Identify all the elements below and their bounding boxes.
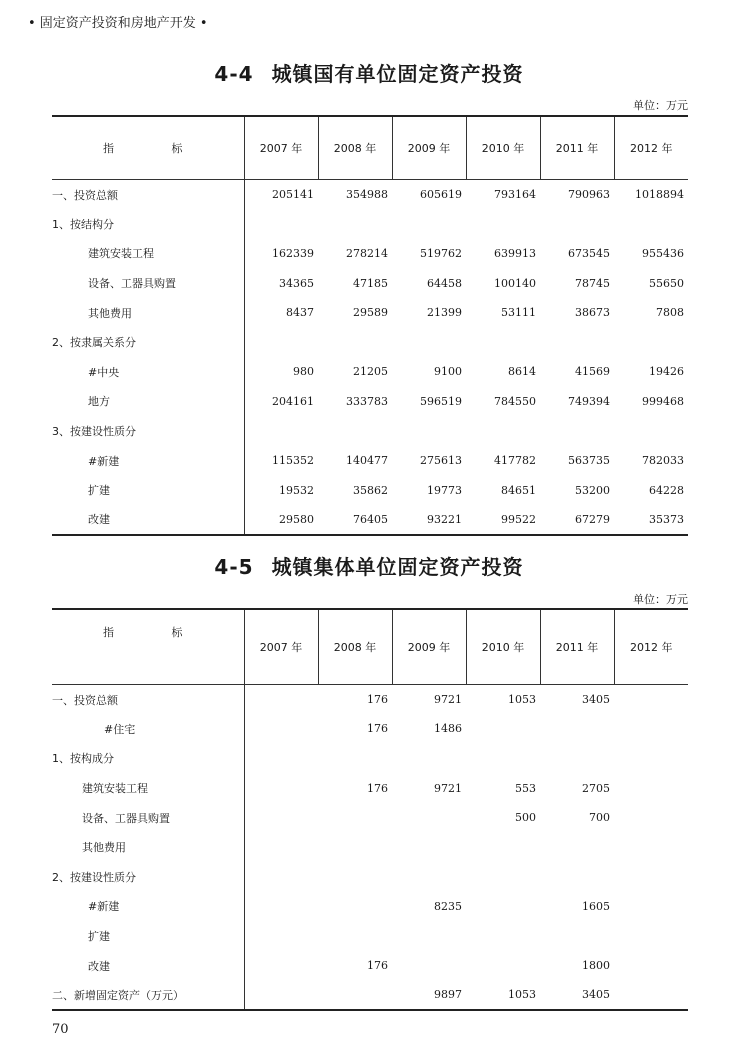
cell-value: 100140 bbox=[494, 276, 536, 290]
row-label: #中央 bbox=[88, 365, 120, 379]
row-label: 改建 bbox=[88, 959, 110, 973]
cell-value: 35862 bbox=[353, 483, 388, 497]
cell-value: 8437 bbox=[244, 298, 318, 328]
cell-value: 9897 bbox=[434, 988, 462, 1002]
cell-value bbox=[244, 685, 318, 715]
cell-value: 8235 bbox=[434, 899, 462, 913]
table2-year-header: 2007 年 bbox=[244, 609, 318, 685]
cell-value: 700 bbox=[589, 811, 610, 825]
table-row bbox=[52, 685, 688, 715]
cell-value bbox=[318, 803, 392, 833]
table-row bbox=[52, 446, 688, 476]
cell-value bbox=[318, 209, 392, 239]
table-row bbox=[52, 327, 688, 357]
table-row bbox=[52, 505, 688, 535]
table-row bbox=[52, 714, 688, 744]
cell-value: 35373 bbox=[649, 512, 684, 526]
row-label: 二、新增固定资产（万元） bbox=[52, 988, 184, 1002]
cell-value bbox=[540, 327, 614, 357]
cell-value: 1053 bbox=[508, 693, 536, 707]
table-row bbox=[52, 298, 688, 328]
cell-value bbox=[392, 803, 466, 833]
table1-year-header: 2010 年 bbox=[466, 116, 540, 180]
cell-value bbox=[318, 980, 392, 1010]
cell-value: 3405 bbox=[582, 988, 610, 1002]
cell-value: 29589 bbox=[353, 306, 388, 320]
cell-value bbox=[318, 832, 392, 862]
cell-value: 64458 bbox=[427, 276, 462, 290]
cell-value bbox=[244, 803, 318, 833]
table2-header-indicator bbox=[52, 609, 244, 685]
cell-value: 749394 bbox=[568, 394, 610, 408]
cell-value bbox=[244, 209, 318, 239]
header-left-char: 指 bbox=[103, 142, 114, 155]
header-left-char: 指 bbox=[103, 626, 114, 639]
cell-value: 176 bbox=[367, 959, 388, 973]
table2-unit: 单位：万元 bbox=[633, 593, 688, 606]
cell-value: 29580 bbox=[244, 505, 318, 535]
cell-value: 519762 bbox=[420, 246, 462, 260]
row-label: 设备、工器具购置 bbox=[82, 811, 170, 825]
table-row bbox=[52, 416, 688, 446]
cell-value: 1800 bbox=[582, 959, 610, 973]
cell-value: 9721 bbox=[434, 693, 462, 707]
cell-value: 78745 bbox=[575, 276, 610, 290]
cell-value bbox=[318, 416, 392, 446]
table1-year-header: 2007 年 bbox=[244, 116, 318, 180]
cell-value: 354988 bbox=[346, 188, 388, 202]
cell-value: 176 bbox=[367, 693, 388, 707]
cell-value: 553 bbox=[515, 781, 536, 795]
cell-value: 500 bbox=[515, 811, 536, 825]
table1-header-indicator bbox=[52, 116, 244, 180]
row-label: 设备、工器具购置 bbox=[88, 277, 176, 291]
cell-value: 596519 bbox=[420, 394, 462, 408]
cell-value bbox=[466, 744, 540, 774]
cell-value bbox=[244, 951, 318, 981]
table1-title-text: 城镇国有单位固定资产投资 bbox=[271, 62, 524, 86]
cell-value: 205141 bbox=[244, 180, 318, 210]
cell-value bbox=[244, 832, 318, 862]
row-label: 一、投资总额 bbox=[52, 693, 118, 707]
cell-value bbox=[614, 714, 688, 744]
cell-value bbox=[466, 416, 540, 446]
cell-value bbox=[244, 327, 318, 357]
cell-value bbox=[540, 862, 614, 892]
row-label: 地方 bbox=[88, 395, 110, 409]
cell-value: 55650 bbox=[649, 276, 684, 290]
table2-year-header: 2011 年 bbox=[540, 609, 614, 685]
cell-value bbox=[614, 892, 688, 922]
cell-value: 955436 bbox=[642, 246, 684, 260]
cell-value bbox=[244, 416, 318, 446]
running-header: • 固定资产投资和房地产开发 • bbox=[28, 16, 208, 31]
cell-value: 93221 bbox=[427, 512, 462, 526]
table2-title-text: 城镇集体单位固定资产投资 bbox=[271, 555, 524, 579]
table1-header-row bbox=[52, 116, 688, 180]
cell-value: 3405 bbox=[582, 693, 610, 707]
cell-value: 639913 bbox=[494, 246, 536, 260]
row-label: #新建 bbox=[88, 900, 120, 914]
cell-value bbox=[614, 327, 688, 357]
cell-value: 333783 bbox=[346, 394, 388, 408]
cell-value bbox=[318, 744, 392, 774]
cell-value: 204161 bbox=[244, 387, 318, 417]
cell-value: 84651 bbox=[501, 483, 536, 497]
table1-unit: 单位：万元 bbox=[633, 99, 688, 112]
cell-value: 38673 bbox=[575, 306, 610, 320]
cell-value bbox=[466, 862, 540, 892]
cell-value bbox=[614, 951, 688, 981]
cell-value bbox=[244, 862, 318, 892]
cell-value bbox=[540, 714, 614, 744]
cell-value: 563735 bbox=[568, 454, 610, 468]
cell-value: 278214 bbox=[346, 246, 388, 260]
table-row bbox=[52, 180, 688, 210]
cell-value bbox=[466, 951, 540, 981]
cell-value bbox=[392, 951, 466, 981]
cell-value bbox=[466, 832, 540, 862]
cell-value bbox=[392, 921, 466, 951]
table2-year-header: 2010 年 bbox=[466, 609, 540, 685]
cell-value bbox=[540, 416, 614, 446]
cell-value bbox=[318, 892, 392, 922]
cell-value bbox=[466, 892, 540, 922]
cell-value bbox=[392, 209, 466, 239]
cell-value: 999468 bbox=[642, 394, 684, 408]
cell-value bbox=[540, 832, 614, 862]
row-label: 建筑安装工程 bbox=[88, 247, 154, 261]
table-row bbox=[52, 803, 688, 833]
table2-year-header: 2009 年 bbox=[392, 609, 466, 685]
cell-value: 41569 bbox=[575, 365, 610, 379]
table-row bbox=[52, 892, 688, 922]
table1-number: 4-4 bbox=[214, 62, 254, 86]
row-label: 改建 bbox=[88, 513, 110, 527]
table-row bbox=[52, 268, 688, 298]
table2 bbox=[52, 608, 688, 1011]
cell-value bbox=[540, 744, 614, 774]
table-row bbox=[52, 239, 688, 269]
cell-value: 19773 bbox=[427, 483, 462, 497]
cell-value bbox=[466, 209, 540, 239]
cell-value: 9100 bbox=[434, 365, 462, 379]
cell-value bbox=[466, 327, 540, 357]
cell-value: 64228 bbox=[649, 483, 684, 497]
cell-value: 115352 bbox=[244, 446, 318, 476]
cell-value: 19532 bbox=[244, 475, 318, 505]
row-label: 其他费用 bbox=[88, 306, 132, 320]
cell-value: 176 bbox=[367, 722, 388, 736]
cell-value bbox=[392, 862, 466, 892]
table-row bbox=[52, 387, 688, 417]
table1-title bbox=[0, 58, 738, 87]
cell-value bbox=[244, 714, 318, 744]
cell-value: 140477 bbox=[346, 454, 388, 468]
cell-value bbox=[244, 744, 318, 774]
row-label: #住宅 bbox=[104, 722, 136, 736]
table1-year-header: 2012 年 bbox=[614, 116, 688, 180]
table-row bbox=[52, 357, 688, 387]
cell-value: 162339 bbox=[244, 239, 318, 269]
table1-year-header: 2009 年 bbox=[392, 116, 466, 180]
cell-value: 980 bbox=[244, 357, 318, 387]
cell-value: 1605 bbox=[582, 899, 610, 913]
cell-value bbox=[614, 209, 688, 239]
row-label: 建筑安装工程 bbox=[82, 782, 148, 796]
table2-header-row bbox=[52, 609, 688, 685]
cell-value bbox=[318, 921, 392, 951]
table2-year-header: 2008 年 bbox=[318, 609, 392, 685]
cell-value: 53111 bbox=[501, 306, 536, 320]
cell-value bbox=[466, 714, 540, 744]
table-row bbox=[52, 832, 688, 862]
row-label: 一、投资总额 bbox=[52, 188, 118, 202]
cell-value bbox=[392, 416, 466, 446]
cell-value bbox=[614, 832, 688, 862]
cell-value: 21399 bbox=[427, 306, 462, 320]
cell-value bbox=[614, 685, 688, 715]
cell-value: 1018894 bbox=[635, 188, 684, 202]
cell-value bbox=[244, 921, 318, 951]
cell-value: 76405 bbox=[353, 512, 388, 526]
cell-value: 8614 bbox=[508, 365, 536, 379]
row-label: 其他费用 bbox=[82, 841, 126, 855]
cell-value: 47185 bbox=[353, 276, 388, 290]
cell-value: 605619 bbox=[420, 188, 462, 202]
cell-value bbox=[540, 209, 614, 239]
cell-value bbox=[614, 980, 688, 1010]
cell-value: 1486 bbox=[434, 722, 462, 736]
cell-value: 782033 bbox=[642, 454, 684, 468]
cell-value bbox=[244, 892, 318, 922]
cell-value: 673545 bbox=[568, 246, 610, 260]
cell-value: 53200 bbox=[575, 483, 610, 497]
cell-value: 21205 bbox=[353, 365, 388, 379]
cell-value bbox=[614, 803, 688, 833]
row-label: 1、按构成分 bbox=[52, 752, 114, 766]
table-row bbox=[52, 209, 688, 239]
table1-year-header: 2008 年 bbox=[318, 116, 392, 180]
row-label: 3、按建设性质分 bbox=[52, 425, 136, 439]
cell-value bbox=[318, 862, 392, 892]
table1 bbox=[52, 115, 688, 536]
table-row bbox=[52, 921, 688, 951]
cell-value: 34365 bbox=[244, 268, 318, 298]
cell-value bbox=[614, 744, 688, 774]
cell-value bbox=[614, 773, 688, 803]
table-row bbox=[52, 951, 688, 981]
table2-number: 4-5 bbox=[214, 555, 254, 579]
cell-value bbox=[318, 327, 392, 357]
table-row bbox=[52, 980, 688, 1010]
table-row bbox=[52, 744, 688, 774]
cell-value: 99522 bbox=[501, 512, 536, 526]
table-row bbox=[52, 773, 688, 803]
cell-value bbox=[614, 416, 688, 446]
cell-value bbox=[540, 921, 614, 951]
cell-value: 793164 bbox=[494, 188, 536, 202]
cell-value: 784550 bbox=[494, 394, 536, 408]
table-row bbox=[52, 475, 688, 505]
cell-value: 2705 bbox=[582, 781, 610, 795]
cell-value bbox=[614, 862, 688, 892]
row-label: 1、按结构分 bbox=[52, 217, 114, 231]
row-label: #新建 bbox=[88, 454, 120, 468]
cell-value bbox=[244, 980, 318, 1010]
row-label: 2、按建设性质分 bbox=[52, 870, 136, 884]
table1-year-header: 2011 年 bbox=[540, 116, 614, 180]
header-right-char: 标 bbox=[171, 626, 183, 639]
cell-value bbox=[392, 744, 466, 774]
table-row bbox=[52, 862, 688, 892]
row-label: 扩建 bbox=[88, 484, 110, 498]
row-label: 2、按隶属关系分 bbox=[52, 336, 136, 350]
cell-value bbox=[614, 921, 688, 951]
table2-title bbox=[0, 551, 738, 580]
cell-value bbox=[466, 921, 540, 951]
table2-year-header: 2012 年 bbox=[614, 609, 688, 685]
cell-value bbox=[392, 327, 466, 357]
row-label: 扩建 bbox=[88, 930, 110, 944]
cell-value bbox=[392, 832, 466, 862]
cell-value bbox=[244, 773, 318, 803]
cell-value: 275613 bbox=[420, 454, 462, 468]
page-number: 70 bbox=[52, 1022, 69, 1037]
cell-value: 790963 bbox=[568, 188, 610, 202]
cell-value: 1053 bbox=[508, 988, 536, 1002]
cell-value: 7808 bbox=[656, 306, 684, 320]
cell-value: 9721 bbox=[434, 781, 462, 795]
cell-value: 176 bbox=[367, 781, 388, 795]
cell-value: 19426 bbox=[649, 365, 684, 379]
header-right-char: 标 bbox=[171, 142, 183, 155]
cell-value: 67279 bbox=[575, 512, 610, 526]
cell-value: 417782 bbox=[494, 454, 536, 468]
